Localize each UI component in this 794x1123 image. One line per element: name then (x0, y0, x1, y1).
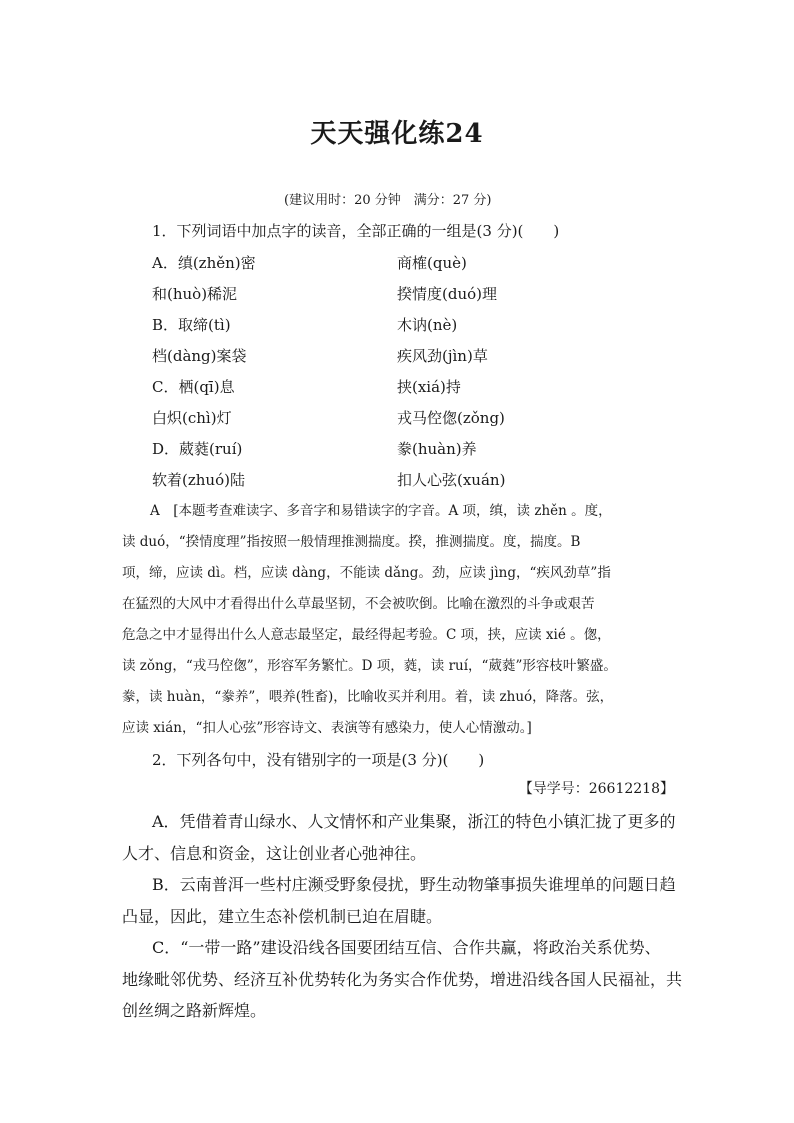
q1-option-c-1: C．栖(qī)息 (152, 378, 235, 396)
q2-option-c (122, 932, 683, 1027)
guide-number: 【导学号：26612218】 (518, 781, 674, 797)
q1-option-a-3: 和(huò)稀泥 (152, 285, 238, 303)
explanation-line: 应读 xián，“扣人心弦”形容诗文、表演等有感染力，使人心情激动。] (122, 720, 532, 736)
option-line: 凸显，因此，建立生态补偿机制已迫在眉睫。 (122, 906, 443, 926)
explanation-line: 读 duó，“揆情度理”指按照一般情理推测揣度。揆，推测揣度。度，揣度。B (122, 534, 581, 550)
q1-explanation (122, 496, 674, 744)
q1-option-d-4: 扣人心弦(xuán) (397, 471, 506, 489)
page-title: 天天强化练24 (310, 119, 484, 149)
explanation-line: 在猛烈的大风中才看得出什么草最坚韧，不会被吹倒。比喻在激烈的斗争或艰苦 (122, 596, 595, 612)
explanation-line: 危急之中才显得出什么人意志最坚定，最经得起考验。C 项，挟，应读 xié 。偬， (122, 627, 611, 643)
q1-option-b-3: 档(dàng)案袋 (152, 347, 247, 365)
q1-option-b-1: B．取缔(tì) (152, 316, 231, 334)
explanation-line: 豢，读 huàn，“豢养”，喂养(牲畜)，比喻收买并利用。着，读 zhuó，降落。弦， (122, 689, 614, 705)
option-line: 创丝绸之路新辉煌。 (122, 1001, 267, 1020)
q1-option-c-2: 挟(xiá)持 (397, 378, 461, 396)
q1-option-c-3: 白炽(chì)灯 (152, 409, 232, 427)
option-line: C．“一带一路”建设沿线各国要团结互信、合作共赢，将政治关系优势、 (152, 938, 661, 957)
q1-option-a-4: 揆情度(duó)理 (397, 285, 497, 303)
option-line: 人才、信息和资金，这让创业者心弛神往。 (122, 843, 427, 863)
option-line: B．云南普洱一些村庄濒受野象侵扰，野生动物肇事损失谁埋单的问题日趋 (152, 875, 676, 894)
q1-option-a-1: A．缜(zhěn)密 (152, 254, 256, 272)
q1-option-c-4: 戎马倥偬(zǒng) (397, 409, 505, 427)
q1-option-b-2: 木讷(nè) (397, 316, 458, 334)
q1-option-d-2: 豢(huàn)养 (397, 440, 477, 458)
time-score-note: (建议用时：20 分钟 满分：27 分) (284, 193, 492, 208)
q2-option-a (122, 806, 678, 869)
option-line: A．凭借着青山绿水、人文情怀和产业集聚，浙江的特色小镇汇拢了更多的 (152, 812, 676, 831)
q1-option-a-2: 商榷(què) (397, 254, 467, 272)
q1-option-d-3: 软着(zhuó)陆 (152, 471, 245, 489)
option-line: 地缘毗邻优势、经济互补优势转化为务实合作优势，增进沿线各国人民福祉，共 (122, 969, 683, 989)
explanation-line: 项，缔，应读 dì。档，应读 dàng，不能读 dǎng。劲，应读 jìng，“疾风劲草”指 (122, 565, 611, 581)
question-1-stem: 1．下列词语中加点字的读音，全部正确的一组是(3 分)( ) (152, 222, 560, 240)
q2-option-b (122, 869, 678, 932)
q1-option-b-4: 疾风劲(jìn)草 (397, 347, 488, 365)
explanation-line: 读 zǒng，“戎马倥偬”，形容军务繁忙。D 项，蕤，读 ruí，“葳蕤”形容枝叶繁盛。 (122, 658, 617, 674)
question-2-stem: 2．下列各句中，没有错别字的一项是(3 分)( ) (152, 751, 485, 769)
q1-option-d-1: D．葳蕤(ruí) (152, 440, 243, 458)
explanation-line: A [本题考查难读字、多音字和易错读字的字音。A 项，缜，读 zhěn 。度， (150, 503, 612, 519)
